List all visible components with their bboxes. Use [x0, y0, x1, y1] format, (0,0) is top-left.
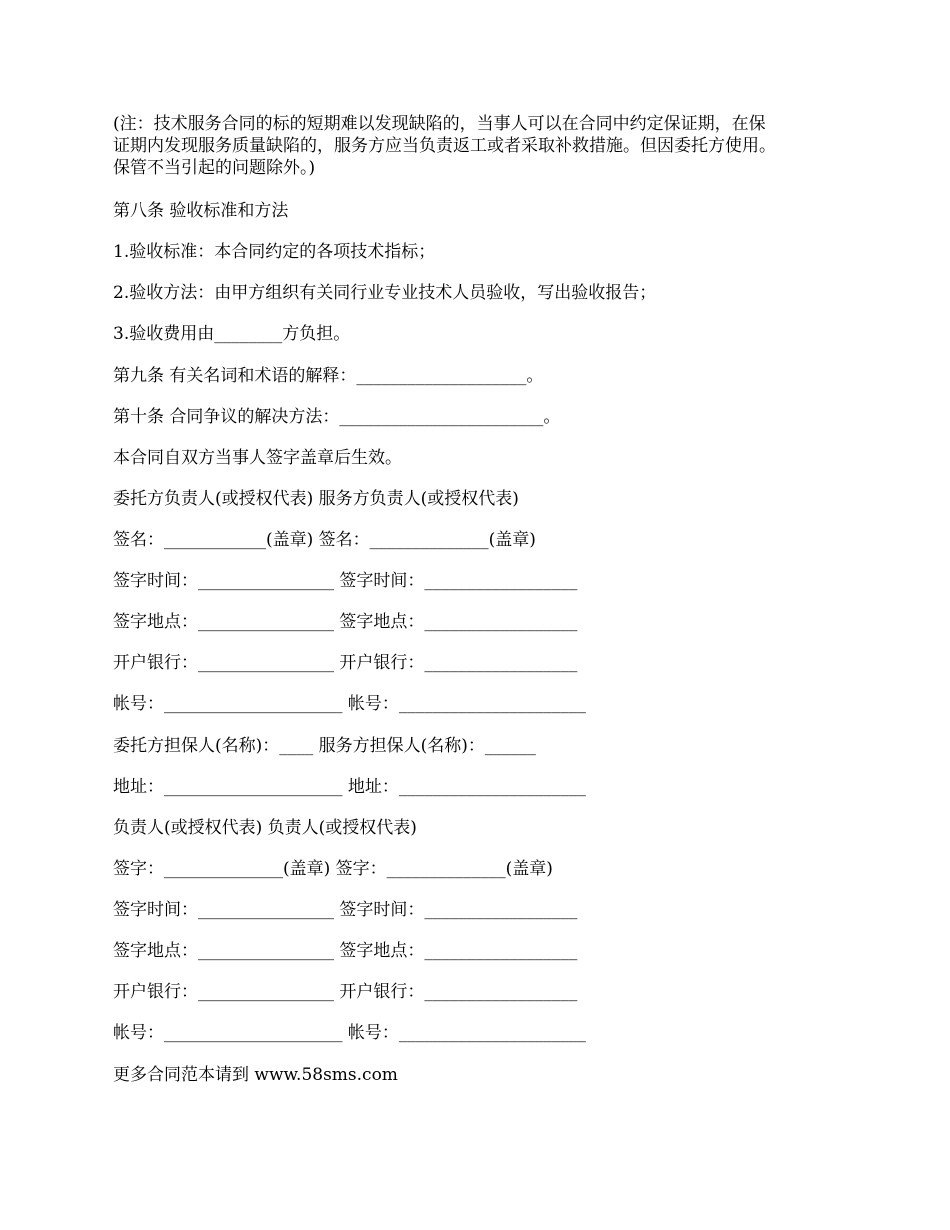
note-line-2: 证期内发现服务质量缺陷的，服务方应当负责返工或者采取补救措施。但因委托方使用。	[113, 136, 776, 156]
guarantor-bank-line: 开户银行：________________ 开户银行：__________________	[113, 982, 578, 1002]
sign-place-line: 签字地点：________________ 签字地点：__________________	[113, 612, 578, 632]
guarantor-address-line: 地址：_____________________ 地址：______________________	[113, 777, 586, 797]
acceptance-fee: 3.验收费用由________方负担。	[113, 324, 351, 344]
signatories-header: 委托方负责人(或授权代表) 服务方负责人(或授权代表)	[113, 489, 519, 509]
note-line-1: (注：技术服务合同的标的短期难以发现缺陷的，当事人可以在合同中约定保证期，在保	[113, 114, 766, 134]
note-line-3: 保管不当引起的问题除外。)	[113, 158, 316, 178]
article-9-terms: 第九条 有关名词和术语的解释：____________________。	[113, 366, 544, 386]
sign-time-line: 签字时间：________________ 签字时间：__________________	[113, 571, 578, 591]
warranty-note	[113, 113, 843, 179]
guarantor-sign-place-line: 签字地点：________________ 签字地点：__________________	[113, 941, 578, 961]
guarantor-signature-line: 签字：______________(盖章) 签字：______________(盖章)	[113, 859, 553, 879]
signature-line: 签名：____________(盖章) 签名：______________(盖章)	[113, 530, 536, 550]
account-line: 帐号：_____________________ 帐号：______________________	[113, 694, 586, 714]
article-10-dispute: 第十条 合同争议的解决方法：________________________。	[113, 407, 561, 427]
bank-line: 开户银行：________________ 开户银行：__________________	[113, 653, 578, 673]
guarantor-account-line: 帐号：_____________________ 帐号：______________________	[113, 1023, 586, 1043]
acceptance-standard: 1.验收标准：本合同约定的各项技术指标；	[113, 242, 436, 262]
acceptance-method: 2.验收方法：由甲方组织有关同行业专业技术人员验收，写出验收报告；	[113, 283, 657, 303]
guarantor-header: 委托方担保人(名称)：____ 服务方担保人(名称)：______	[113, 736, 536, 756]
article-8-heading: 第八条 验收标准和方法	[113, 201, 289, 221]
effective-clause: 本合同自双方当事人签字盖章后生效。	[113, 448, 402, 468]
guarantor-sign-time-line: 签字时间：________________ 签字时间：__________________	[113, 900, 578, 920]
footer-promo: 更多合同范本请到 www.58sms.com	[113, 1065, 398, 1085]
guarantor-rep-header: 负责人(或授权代表) 负责人(或授权代表)	[113, 818, 417, 838]
